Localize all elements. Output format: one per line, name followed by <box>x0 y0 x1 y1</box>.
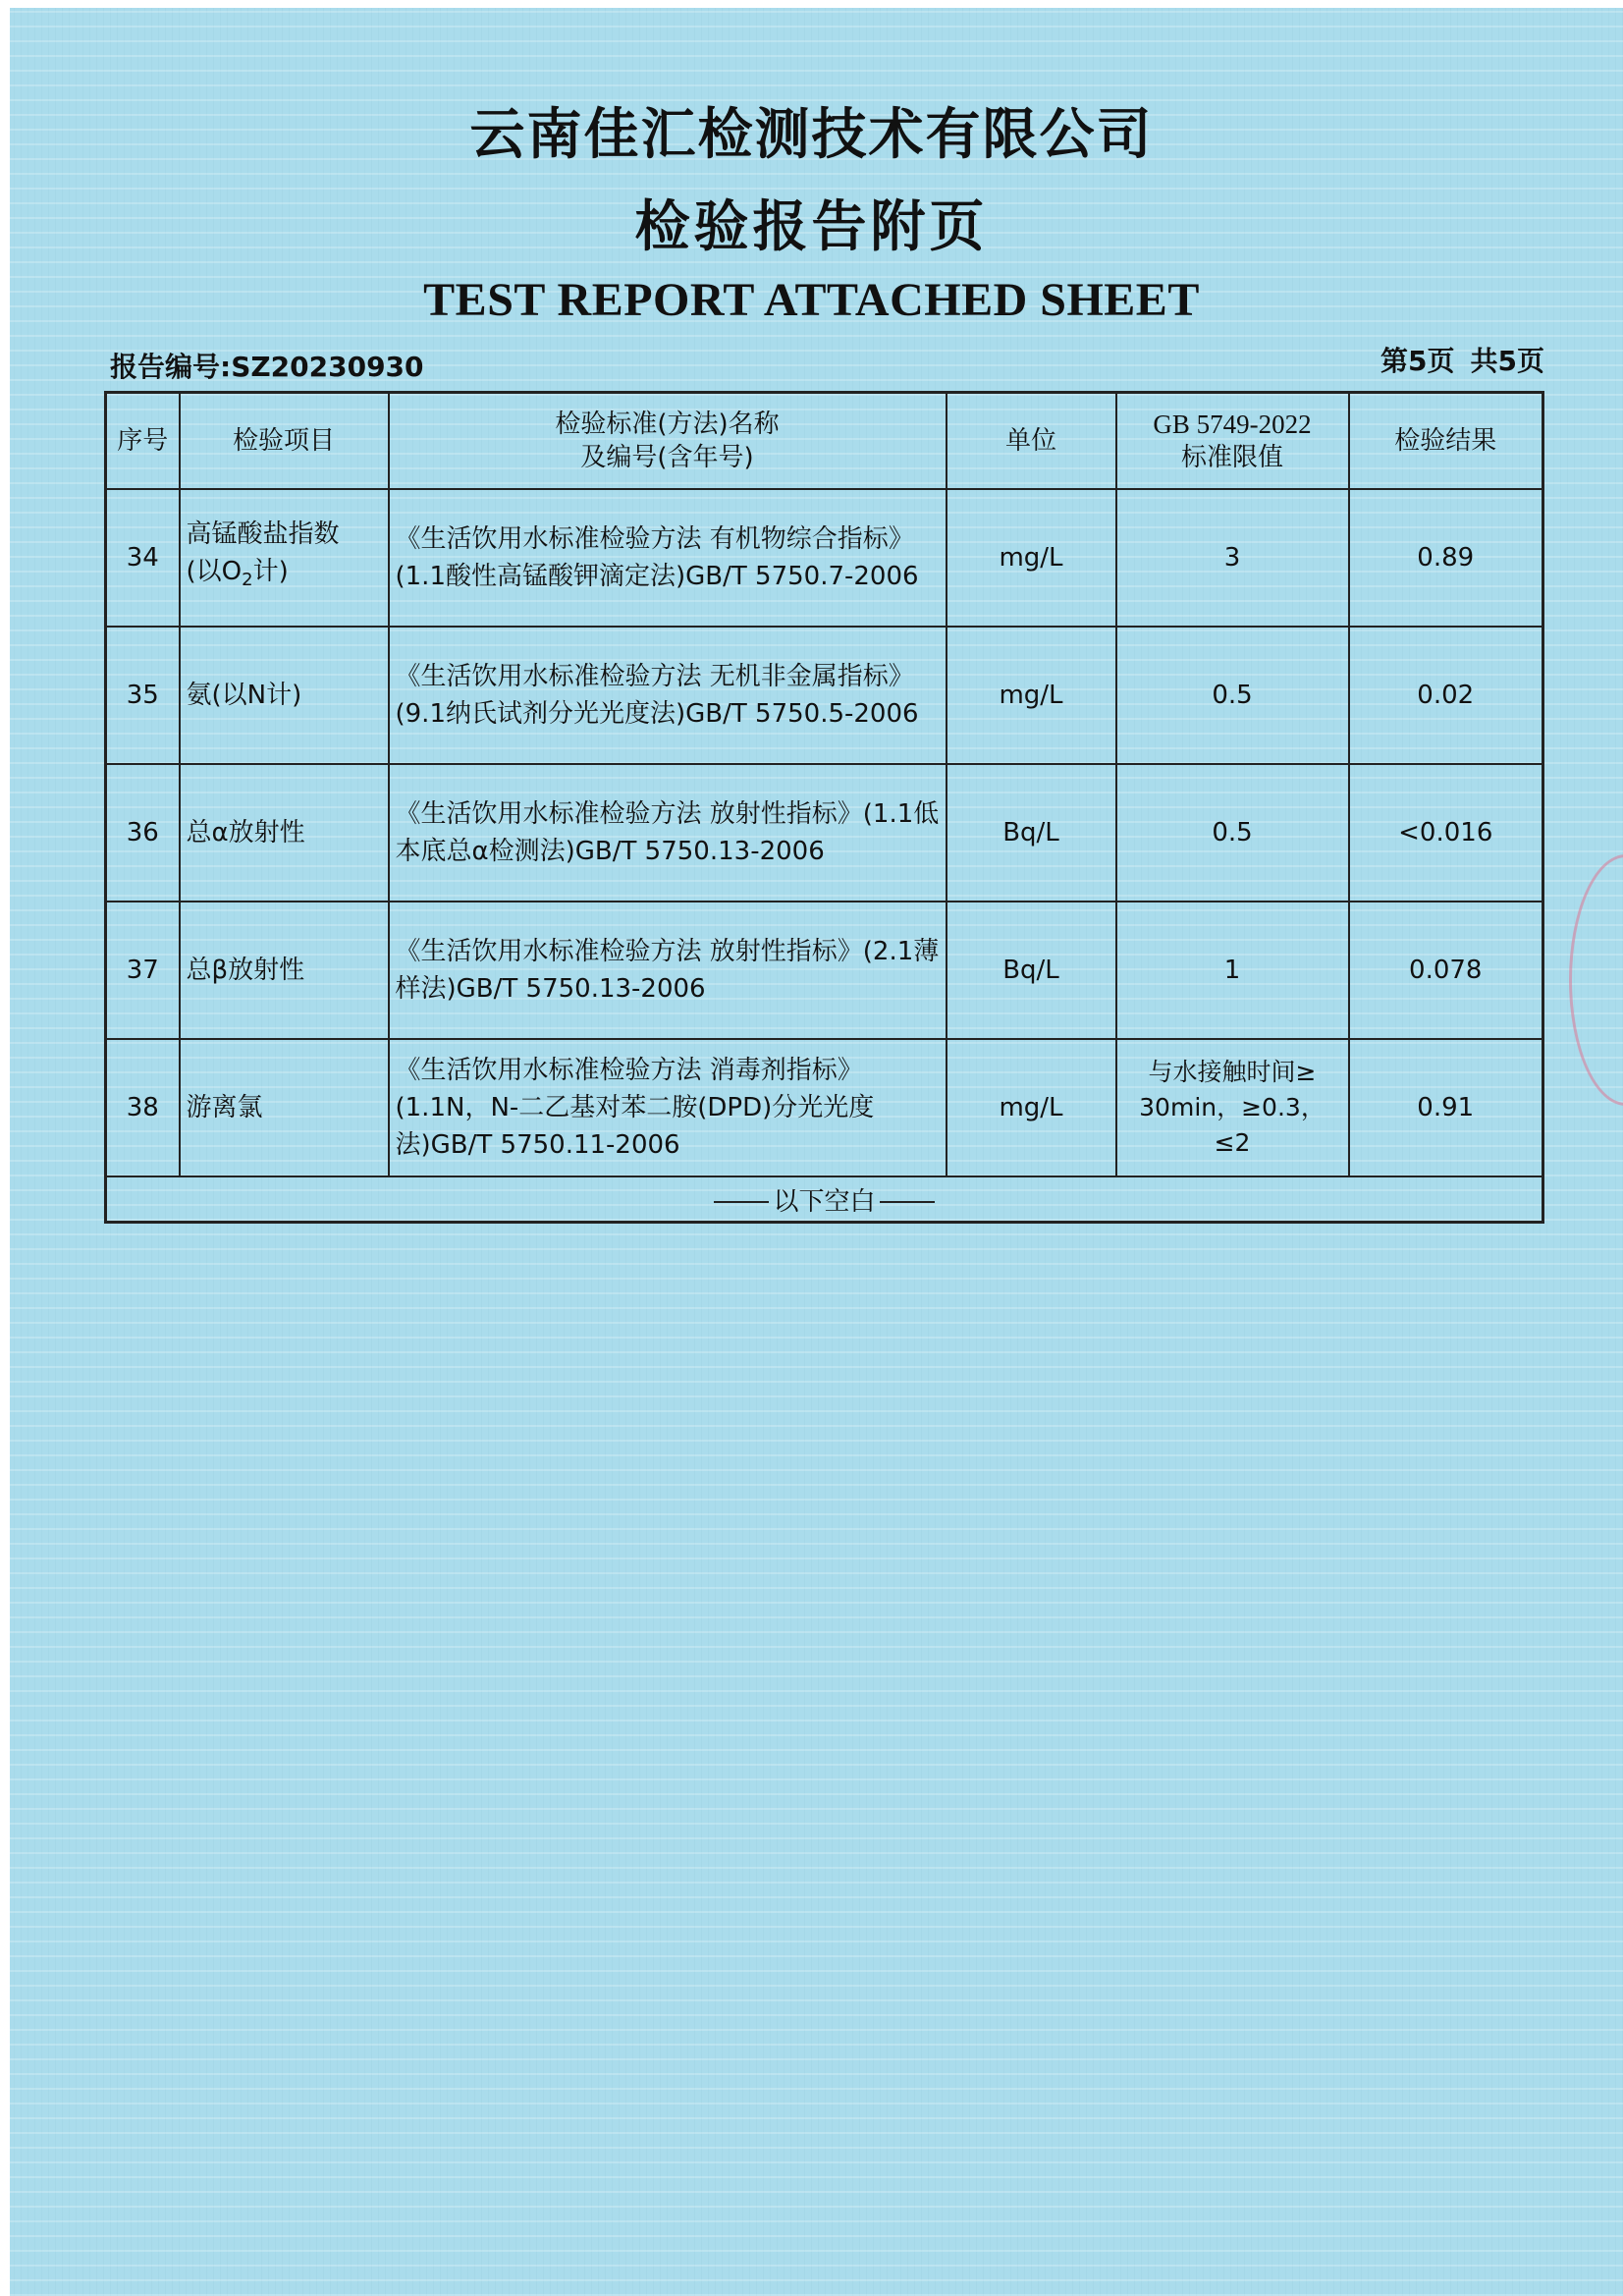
table-row <box>106 489 1543 627</box>
sheet-title-en: TEST REPORT ATTACHED SHEET <box>423 274 1200 326</box>
cell-item-main: 高锰酸盐指数 <box>186 519 340 550</box>
scan-edge-top <box>0 0 1623 8</box>
header-limit-line1: GB 5749-2022 <box>1153 410 1312 439</box>
cell-item: 总α放射性 <box>180 764 389 902</box>
page-current: 第5页 <box>1380 345 1455 377</box>
cell-method: 《生活饮用水标准检验方法 放射性指标》(1.1低本底总α检测法)GB/T 5750.13-2006 <box>389 764 947 902</box>
blank-note-cell <box>106 1176 1543 1223</box>
header-result: 检验结果 <box>1349 393 1543 490</box>
company-name: 云南佳汇检测技术有限公司 <box>469 103 1154 167</box>
cell-method: 《生活饮用水标准检验方法 放射性指标》(2.1薄样法)GB/T 5750.13-2006 <box>389 902 947 1039</box>
cell-unit: mg/L <box>947 1039 1116 1176</box>
cell-result: 0.91 <box>1349 1039 1543 1176</box>
scan-edge <box>0 0 10 2296</box>
cell-no: 38 <box>106 1039 180 1176</box>
header-no: 序号 <box>106 393 180 490</box>
header-limit-line2: 标准限值 <box>1180 443 1283 472</box>
table-header-row <box>106 393 1543 490</box>
cell-limit <box>1116 1039 1349 1176</box>
cell-limit-line2: 30min，≥0.3，≤2 <box>1139 1093 1325 1157</box>
table-row <box>106 902 1543 1039</box>
cell-limit: 0.5 <box>1116 627 1349 764</box>
header-item: 检验项目 <box>180 393 389 490</box>
header-limit <box>1116 393 1349 490</box>
page-count <box>1365 340 1544 379</box>
cell-item: 总β放射性 <box>180 902 389 1039</box>
table-row <box>106 627 1543 764</box>
blank-rule-right <box>880 1201 935 1203</box>
cell-no: 35 <box>106 627 180 764</box>
results-table <box>104 391 1544 1224</box>
blank-row <box>106 1176 1543 1223</box>
cell-result: 0.02 <box>1349 627 1543 764</box>
cell-unit: mg/L <box>947 489 1116 627</box>
cell-limit: 3 <box>1116 489 1349 627</box>
header-method-line1: 检验标准(方法)名称 <box>555 410 780 439</box>
cell-unit: Bq/L <box>947 764 1116 902</box>
header-unit: 单位 <box>947 393 1116 490</box>
cell-method: 《生活饮用水标准检验方法 无机非金属指标》(9.1纳氏试剂分光光度法)GB/T 5750.5-2006 <box>389 627 947 764</box>
cell-item-sub <box>187 553 382 599</box>
table-row <box>106 764 1543 902</box>
cell-result: <0.016 <box>1349 764 1543 902</box>
header-method-line2: 及编号(含年号) <box>580 443 754 472</box>
cell-result: 0.078 <box>1349 902 1543 1039</box>
cell-item-sub-post: 计) <box>252 557 289 587</box>
blank-note: 以下空白 <box>773 1186 876 1217</box>
table-row <box>106 1039 1543 1176</box>
cell-unit: Bq/L <box>947 902 1116 1039</box>
cell-no: 36 <box>106 764 180 902</box>
cell-item: 游离氯 <box>180 1039 389 1176</box>
cell-item <box>180 489 389 627</box>
cell-result: 0.89 <box>1349 489 1543 627</box>
sheet-title-cn: 检验报告附页 <box>634 195 989 259</box>
cell-no: 34 <box>106 489 180 627</box>
cell-item-sub-pre: (以O <box>186 557 243 587</box>
cell-no: 37 <box>106 902 180 1039</box>
cell-limit-line1: 与水接触时间≥ <box>1148 1058 1317 1086</box>
cell-limit: 1 <box>1116 902 1349 1039</box>
report-number: 报告编号:SZ20230930 <box>110 351 424 383</box>
cell-unit: mg/L <box>947 627 1116 764</box>
cell-item: 氨(以N计) <box>180 627 389 764</box>
blank-rule-left <box>714 1201 769 1203</box>
header-method <box>389 393 947 490</box>
cell-limit: 0.5 <box>1116 764 1349 902</box>
page-total: 共5页 <box>1470 345 1544 377</box>
cell-method: 《生活饮用水标准检验方法 消毒剂指标》(1.1N，N-二乙基对苯二胺(DPD)分光光度法)GB/T 5750.11-2006 <box>389 1039 947 1176</box>
cell-item-sub-index: 2 <box>242 570 253 591</box>
cell-method: 《生活饮用水标准检验方法 有机物综合指标》(1.1酸性高锰酸钾滴定法)GB/T 5750.7-2006 <box>389 489 947 627</box>
